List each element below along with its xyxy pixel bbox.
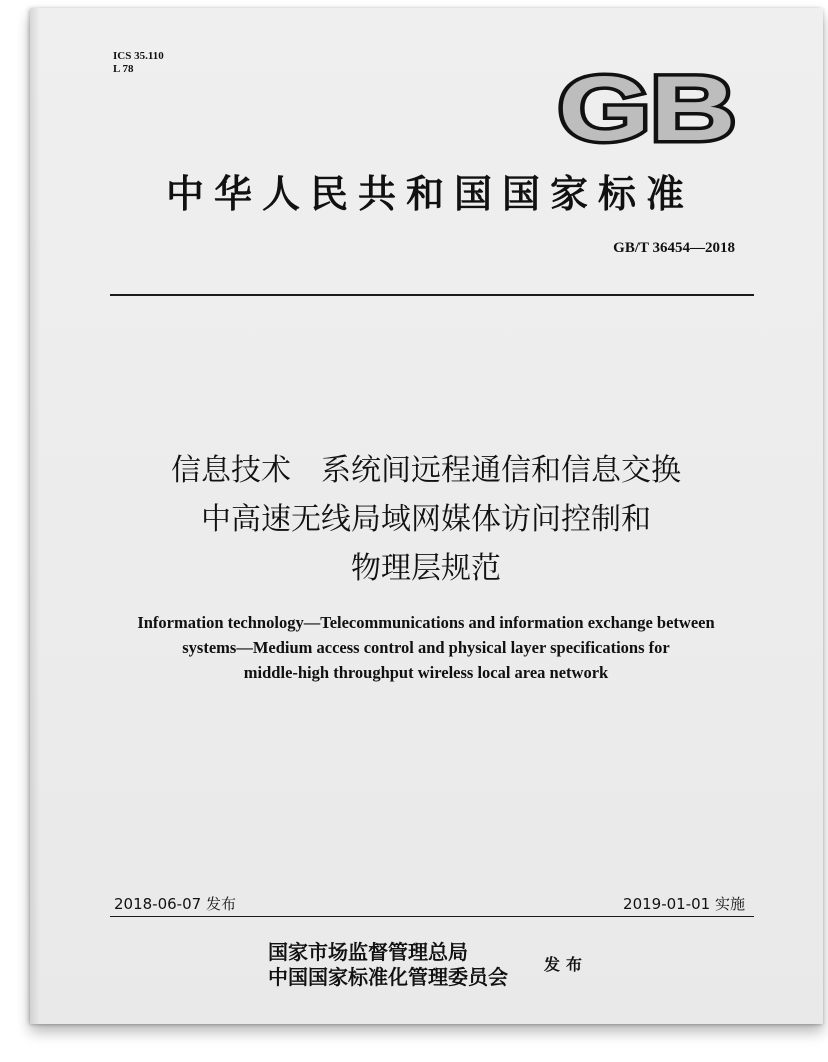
chinese-title-line: 信息技术 系统间远程通信和信息交换 <box>171 453 681 488</box>
english-title-line: systems—Medium access control and physical layer specifications for <box>182 638 670 657</box>
english-title-line: Information technology—Telecommunications and information exchange between <box>137 613 715 632</box>
page-edge-shadow <box>30 8 40 1024</box>
footer-divider <box>110 916 754 917</box>
gb-logo-icon <box>556 58 738 148</box>
standard-number: GB/T 36454—2018 <box>613 240 735 256</box>
classification-codes <box>113 50 164 76</box>
chinese-title-line: 中高速无线局域网媒体访问控制和 <box>201 502 651 537</box>
chinese-title <box>90 446 762 593</box>
standard-cover-page <box>30 8 823 1024</box>
implementation-date: 2019-01-01 实施 <box>623 895 745 913</box>
english-title-line: middle-high throughput wireless local area network <box>243 663 609 682</box>
issue-date: 2018-06-07 发布 <box>114 895 236 913</box>
ics-code: ICS 35.110 <box>113 50 164 62</box>
chinese-title-line: 物理层规范 <box>351 551 501 586</box>
ccs-code: L 78 <box>113 63 134 75</box>
publish-label: 发布 <box>544 955 589 974</box>
english-title <box>90 610 762 685</box>
header-divider <box>110 294 754 296</box>
publisher-name: 中国国家标准化管理委员会 <box>268 965 508 989</box>
publishing-authorities <box>268 940 508 990</box>
gb-logo-text: GB <box>558 58 736 148</box>
publisher-name: 国家市场监督管理总局 <box>268 940 468 964</box>
standard-category-title: 中华人民共和国国家标准 <box>165 172 694 216</box>
